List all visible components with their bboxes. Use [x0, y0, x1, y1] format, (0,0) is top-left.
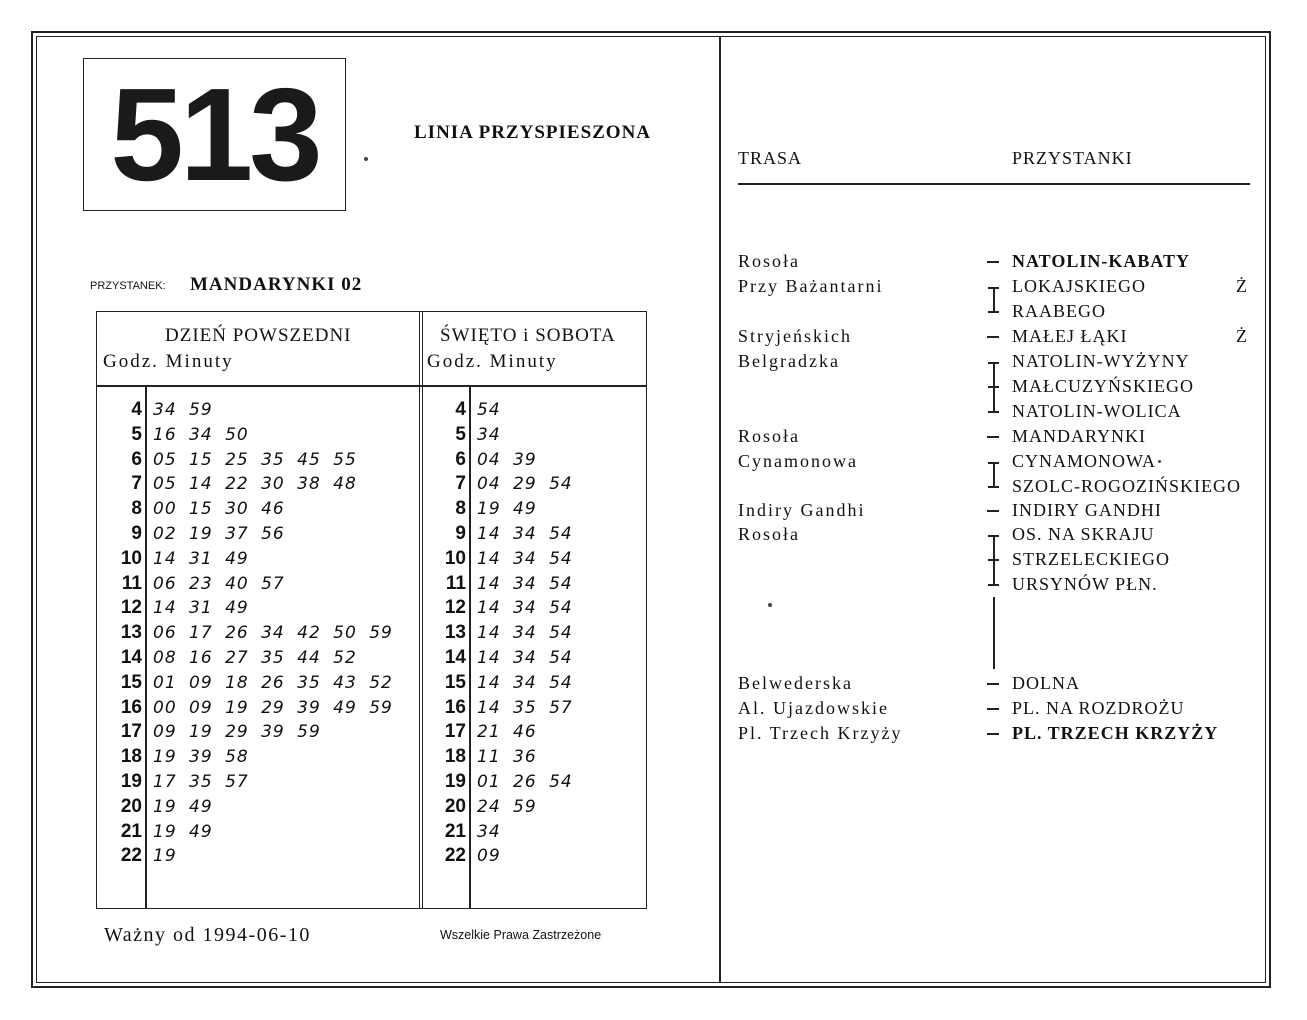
route-dash: [987, 510, 999, 512]
minutes-cell: 19 39 58: [153, 747, 249, 768]
hour-cell: 16: [444, 696, 466, 718]
speck: [364, 157, 368, 161]
stop-name: INDIRY GANDHI: [1012, 500, 1162, 520]
route-dash: [987, 261, 999, 263]
route-dash: [987, 436, 999, 438]
stop-name: STRZELECKIEGO: [1012, 549, 1170, 569]
minutes-cell: 00 15 30 46: [153, 499, 285, 520]
minutes-cell: 05 15 25 35 45 55: [153, 449, 357, 470]
hour-cell: 7: [131, 473, 142, 495]
line-number: 513: [110, 60, 319, 208]
valid-from: Ważny od 1994-06-10: [104, 924, 311, 946]
hour-cell: 15: [120, 671, 142, 693]
minutes-cell: 06 23 40 57: [153, 573, 285, 594]
hour-cell: 5: [131, 423, 142, 445]
hour-cell: 6: [455, 448, 466, 470]
speck: [1158, 460, 1161, 463]
street-name: Belgradzka: [738, 351, 840, 371]
route-dash: [987, 336, 999, 338]
hour-cell: 19: [444, 771, 466, 792]
minutes-cell: 19 49: [153, 796, 213, 817]
stop-label: PRZYSTANEK:: [90, 280, 166, 292]
street-name: Stryjeńskich: [738, 326, 852, 346]
minutes-cell: 34: [477, 424, 501, 445]
hour-cell: 8: [131, 498, 142, 520]
minutes-cell: 14 34 54: [477, 598, 573, 619]
hour-cell: 6: [131, 448, 142, 470]
minutes-cell: 14 34 54: [477, 573, 573, 594]
route-header: TRASA: [738, 148, 803, 168]
stop-name: MANDARYNKI: [1012, 426, 1147, 446]
line-number-box: [83, 58, 346, 211]
hour-cell: 13: [444, 622, 466, 644]
hour-cell: 21: [120, 820, 142, 842]
hour-cell: 4: [455, 399, 466, 420]
hour-cell: 8: [455, 498, 466, 520]
hour-cell: 14: [444, 647, 466, 668]
stop-name-terminus: PL. TRZECH KRZYŻY: [1012, 723, 1219, 743]
minutes-cell: 16 34 50: [153, 424, 249, 445]
hour-cell: 20: [444, 795, 466, 817]
weekday-subtitle: Godz. Minuty: [103, 351, 234, 372]
minutes-cell: 54: [477, 400, 501, 420]
stop-name: SZOLC-ROGOZIŃSKIEGO: [1012, 476, 1241, 496]
minutes-cell: 09: [477, 846, 501, 867]
hour-cell: 4: [131, 399, 142, 420]
stop-name: MAŁCUZYŃSKIEGO: [1012, 376, 1194, 396]
hour-cell: 7: [455, 473, 466, 495]
hour-cell: 13: [120, 622, 142, 644]
holiday-header-rule: [421, 385, 647, 387]
minutes-cell: 04 39: [477, 449, 537, 470]
weekday-title: DZIEŃ POWSZEDNI: [165, 325, 352, 346]
street-name: Belwederska: [738, 673, 853, 693]
hour-cell: 22: [444, 845, 466, 867]
hour-cell: 21: [444, 820, 466, 842]
hour-cell: 20: [120, 795, 142, 817]
minutes-cell: 01 09 18 26 35 43 52: [153, 672, 393, 693]
hour-cell: 22: [120, 845, 142, 867]
street-name: Cynamonowa: [738, 451, 858, 471]
stop-name: CYNAMONOWA: [1012, 451, 1156, 471]
hour-cell: 14: [120, 647, 142, 668]
minutes-cell: 14 34 54: [477, 672, 573, 693]
route-bracket-mid: [988, 559, 999, 561]
hour-cell: 12: [120, 597, 142, 619]
holiday-subtitle: Godz. Minuty: [427, 351, 558, 372]
hour-cell: 11: [445, 572, 466, 594]
stop-name: PL. NA ROZDROŻU: [1012, 698, 1185, 718]
minutes-cell: 34: [477, 821, 501, 842]
minutes-cell: 06 17 26 34 42 50 59: [153, 623, 393, 644]
minutes-cell: 14 35 57: [477, 697, 573, 718]
stop-name: NATOLIN-WOLICA: [1012, 401, 1182, 421]
line-type: LINIA PRZYSPIESZONA: [414, 122, 652, 143]
hour-cell: 17: [444, 721, 466, 743]
stop-name: MANDARYNKI 02: [190, 274, 363, 295]
street-name: Rosoła: [738, 251, 801, 271]
hour-cell: 12: [444, 597, 466, 619]
route-bracket-bottom: [988, 311, 999, 313]
center-divider: [719, 36, 721, 983]
route-bracket-bottom: [988, 584, 999, 586]
minutes-cell: 08 16 27 35 44 52: [153, 648, 357, 668]
holiday-title: ŚWIĘTO i SOBOTA: [440, 325, 616, 346]
stop-name: NATOLIN-WYŻYNY: [1012, 351, 1190, 371]
route-bracket-bottom: [988, 411, 999, 413]
weekday-hour-line: [145, 385, 147, 909]
minutes-cell: 14 31 49: [153, 598, 249, 619]
stops-header: PRZYSTANKI: [1012, 148, 1133, 168]
minutes-cell: 14 34 54: [477, 524, 573, 544]
hour-cell: 15: [444, 671, 466, 693]
on-demand-flag: Ż: [1236, 276, 1247, 296]
minutes-cell: 14 34 54: [477, 623, 573, 644]
street-name: Indiry Gandhi: [738, 500, 866, 520]
hour-cell: 17: [120, 721, 142, 743]
minutes-cell: 05 14 22 30 38 48: [153, 474, 357, 495]
timetable-separator: [419, 311, 423, 909]
hour-cell: 18: [120, 746, 142, 768]
stop-name: MAŁEJ ŁĄKI: [1012, 326, 1128, 346]
stop-name: URSYNÓW PŁN.: [1012, 574, 1158, 594]
route-continuation-line: [993, 597, 995, 669]
hour-cell: 10: [120, 547, 142, 569]
stop-name: OS. NA SKRAJU: [1012, 524, 1155, 544]
street-name: Przy Bażantarni: [738, 276, 884, 296]
route-bracket-mid: [988, 386, 999, 388]
hour-cell: 19: [120, 771, 142, 792]
minutes-cell: 21 46: [477, 722, 537, 743]
stop-name-terminus: NATOLIN-KABATY: [1012, 251, 1191, 271]
street-name: Rosoła: [738, 426, 801, 446]
minutes-cell: 11 36: [477, 747, 537, 768]
on-demand-flag: Ż: [1236, 326, 1247, 346]
minutes-cell: 04 29 54: [477, 474, 573, 495]
header-rule: [738, 183, 1250, 185]
minutes-cell: 09 19 29 39 59: [153, 722, 321, 743]
minutes-cell: 19 49: [153, 821, 213, 842]
hour-cell: 9: [455, 523, 466, 544]
minutes-cell: 24 59: [477, 796, 537, 817]
street-name: Pl. Trzech Krzyży: [738, 723, 903, 743]
minutes-cell: 17 35 57: [153, 772, 249, 792]
route-dash: [987, 733, 999, 735]
route-dash: [987, 683, 999, 685]
route-dash: [987, 708, 999, 710]
hour-cell: 16: [120, 696, 142, 718]
stop-name: LOKAJSKIEGO: [1012, 276, 1146, 296]
holiday-hour-line: [469, 385, 471, 909]
stop-name: DOLNA: [1012, 673, 1080, 693]
minutes-cell: 14 34 54: [477, 648, 573, 668]
rights-notice: Wszelkie Prawa Zastrzeżone: [440, 928, 602, 942]
minutes-cell: 14 31 49: [153, 548, 249, 569]
stop-name: RAABEGO: [1012, 301, 1107, 321]
minutes-cell: 19 49: [477, 499, 537, 520]
route-bracket-bottom: [988, 486, 999, 488]
minutes-cell: 14 34 54: [477, 548, 573, 569]
minutes-cell: 01 26 54: [477, 772, 573, 792]
street-name: Rosoła: [738, 524, 801, 544]
minutes-cell: 19: [153, 846, 177, 867]
route-bracket-bar: [993, 462, 995, 487]
minutes-cell: 02 19 37 56: [153, 524, 285, 544]
hour-cell: 5: [455, 423, 466, 445]
minutes-cell: 34 59: [153, 400, 213, 420]
speck: [768, 603, 772, 607]
street-name: Al. Ujazdowskie: [738, 698, 889, 718]
hour-cell: 10: [444, 547, 466, 569]
hour-cell: 11: [121, 572, 142, 594]
hour-cell: 9: [131, 523, 142, 544]
hour-cell: 18: [444, 746, 466, 768]
route-bracket-bar: [993, 287, 995, 312]
minutes-cell: 00 09 19 29 39 49 59: [153, 697, 393, 718]
